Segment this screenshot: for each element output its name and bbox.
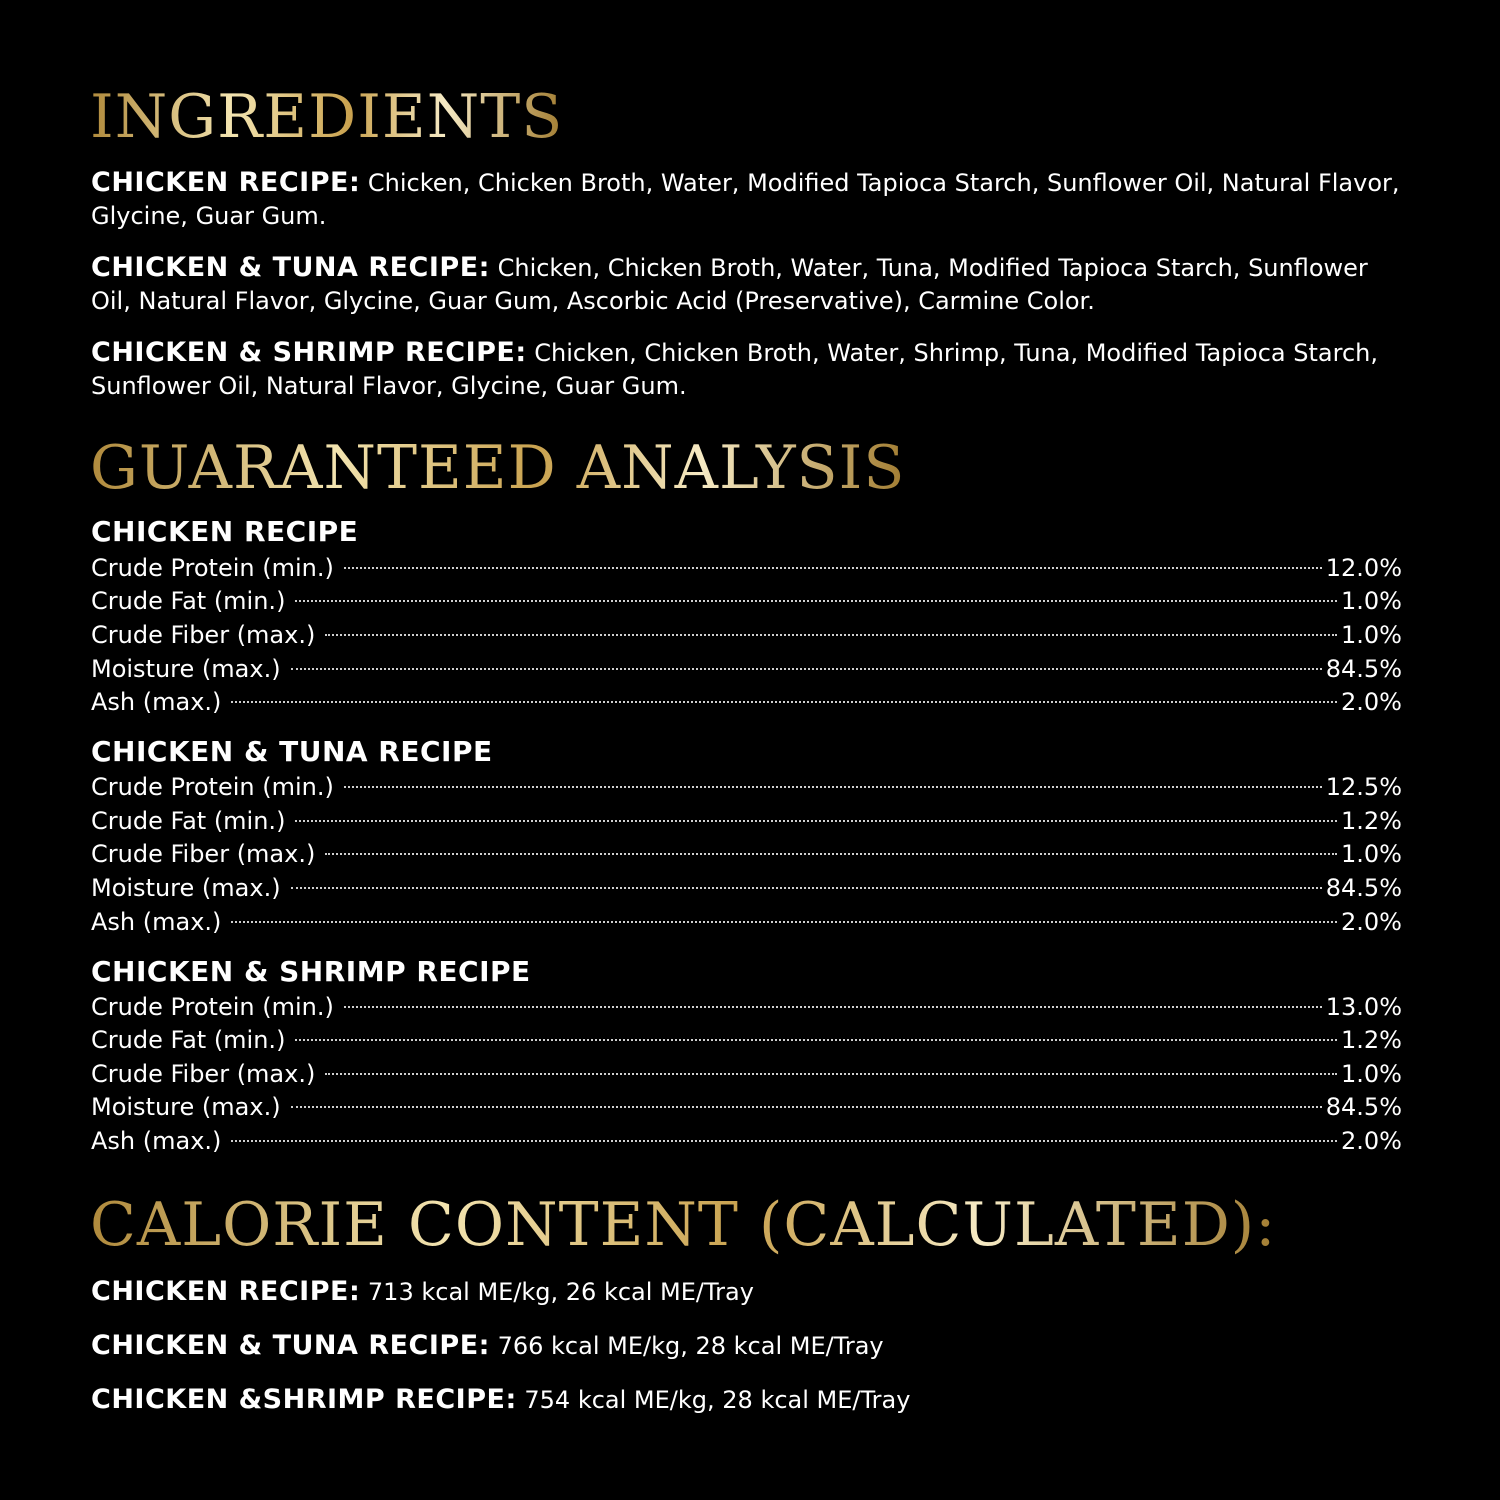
nutrient-value: 13.0% [1325,993,1402,1021]
nutrient-value: 2.0% [1341,688,1402,716]
nutrient-name: Crude Fat (min.) [91,587,286,615]
analysis-row [91,584,1402,618]
dot-leader [295,820,1337,822]
ingredient-item-chicken-shrimp [91,336,1411,403]
nutrient-name: Crude Protein (min.) [91,993,334,1021]
ingredients-heading: INGREDIENTS [90,82,564,152]
nutrient-value: 84.5% [1325,655,1402,683]
analysis-row [91,1057,1402,1091]
calorie-content-heading: CALORIE CONTENT (CALCULATED): [90,1190,1277,1260]
nutrient-value: 1.2% [1341,1026,1402,1054]
dot-leader [325,634,1337,636]
analysis-recipe-title: CHICKEN & SHRIMP RECIPE [91,955,531,988]
nutrient-name: Moisture (max.) [91,655,281,683]
dot-leader [231,921,1337,923]
dot-leader [291,1106,1322,1108]
nutrient-value: 2.0% [1341,1127,1402,1155]
dot-leader [325,1073,1337,1075]
recipe-label: CHICKEN & TUNA RECIPE: [91,252,490,283]
dot-leader [325,853,1337,855]
analysis-row [91,1124,1402,1158]
calorie-text: 754 kcal ME/kg, 28 kcal ME/Tray [524,1386,911,1414]
calorie-text: 766 kcal ME/kg, 28 kcal ME/Tray [497,1332,884,1360]
nutrient-name: Moisture (max.) [91,1093,281,1121]
dot-leader [291,668,1322,670]
ingredient-item-chicken-tuna [91,251,1411,318]
nutrient-value: 2.0% [1341,908,1402,936]
analysis-row [91,1090,1402,1124]
nutrient-name: Crude Fiber (max.) [91,621,316,649]
dot-leader [344,567,1322,569]
ingredient-text: Chicken, Chicken Broth, Water, Tuna, Modified Tapioca Starch, Sunflower Oil, Natural Flavor, Glycine, Guar Gum, Ascorbic Acid (Preservative), Carmine Color. [91,254,1368,315]
analysis-row [91,804,1402,838]
calorie-item-chicken [91,1275,754,1309]
recipe-label: CHICKEN RECIPE: [91,167,361,198]
ingredient-item-chicken [91,166,1411,233]
analysis-row [91,685,1402,719]
nutrient-value: 1.0% [1341,621,1402,649]
recipe-label: CHICKEN & SHRIMP RECIPE: [91,337,527,368]
calorie-text: 713 kcal ME/kg, 26 kcal ME/Tray [367,1278,754,1306]
dot-leader [231,701,1337,703]
nutrient-name: Crude Fiber (max.) [91,1060,316,1088]
nutrient-value: 1.0% [1341,840,1402,868]
nutrient-value: 1.2% [1341,807,1402,835]
nutrient-value: 12.5% [1325,773,1402,801]
recipe-label: CHICKEN & TUNA RECIPE: [91,1330,490,1361]
calorie-item-chicken-tuna [91,1329,884,1363]
analysis-row [91,551,1402,585]
analysis-row [91,652,1402,686]
nutrient-name: Crude Protein (min.) [91,773,334,801]
ingredient-text: Chicken, Chicken Broth, Water, Modified Tapioca Starch, Sunflower Oil, Natural Flavor, Glycine, Guar Gum. [91,169,1400,230]
nutrient-name: Crude Fat (min.) [91,1026,286,1054]
analysis-recipe-title: CHICKEN RECIPE [91,515,359,548]
dot-leader [344,1006,1322,1008]
analysis-row [91,871,1402,905]
nutrient-value: 1.0% [1341,1060,1402,1088]
nutrient-value: 1.0% [1341,587,1402,615]
recipe-label: CHICKEN &SHRIMP RECIPE: [91,1384,517,1415]
calorie-item-chicken-shrimp [91,1383,910,1417]
dot-leader [295,600,1337,602]
nutrient-name: Moisture (max.) [91,874,281,902]
nutrient-name: Crude Fiber (max.) [91,840,316,868]
nutrient-name: Crude Protein (min.) [91,554,334,582]
ingredient-text: Chicken, Chicken Broth, Water, Shrimp, Tuna, Modified Tapioca Starch, Sunflower Oil, Natural Flavor, Glycine, Guar Gum. [91,339,1378,400]
dot-leader [344,786,1322,788]
guaranteed-analysis-heading: GUARANTEED ANALYSIS [90,433,906,503]
nutrient-value: 84.5% [1325,1093,1402,1121]
nutrient-value: 12.0% [1325,554,1402,582]
nutrient-name: Ash (max.) [91,688,222,716]
analysis-recipe-title: CHICKEN & TUNA RECIPE [91,735,493,768]
nutrient-name: Ash (max.) [91,908,222,936]
analysis-row [91,837,1402,871]
analysis-row [91,770,1402,804]
nutrient-name: Crude Fat (min.) [91,807,286,835]
dot-leader [231,1140,1337,1142]
recipe-label: CHICKEN RECIPE: [91,1276,361,1307]
nutrient-name: Ash (max.) [91,1127,222,1155]
dot-leader [295,1039,1337,1041]
nutrient-value: 84.5% [1325,874,1402,902]
analysis-row [91,990,1402,1024]
dot-leader [291,887,1322,889]
analysis-row [91,618,1402,652]
analysis-row [91,905,1402,939]
analysis-row [91,1023,1402,1057]
